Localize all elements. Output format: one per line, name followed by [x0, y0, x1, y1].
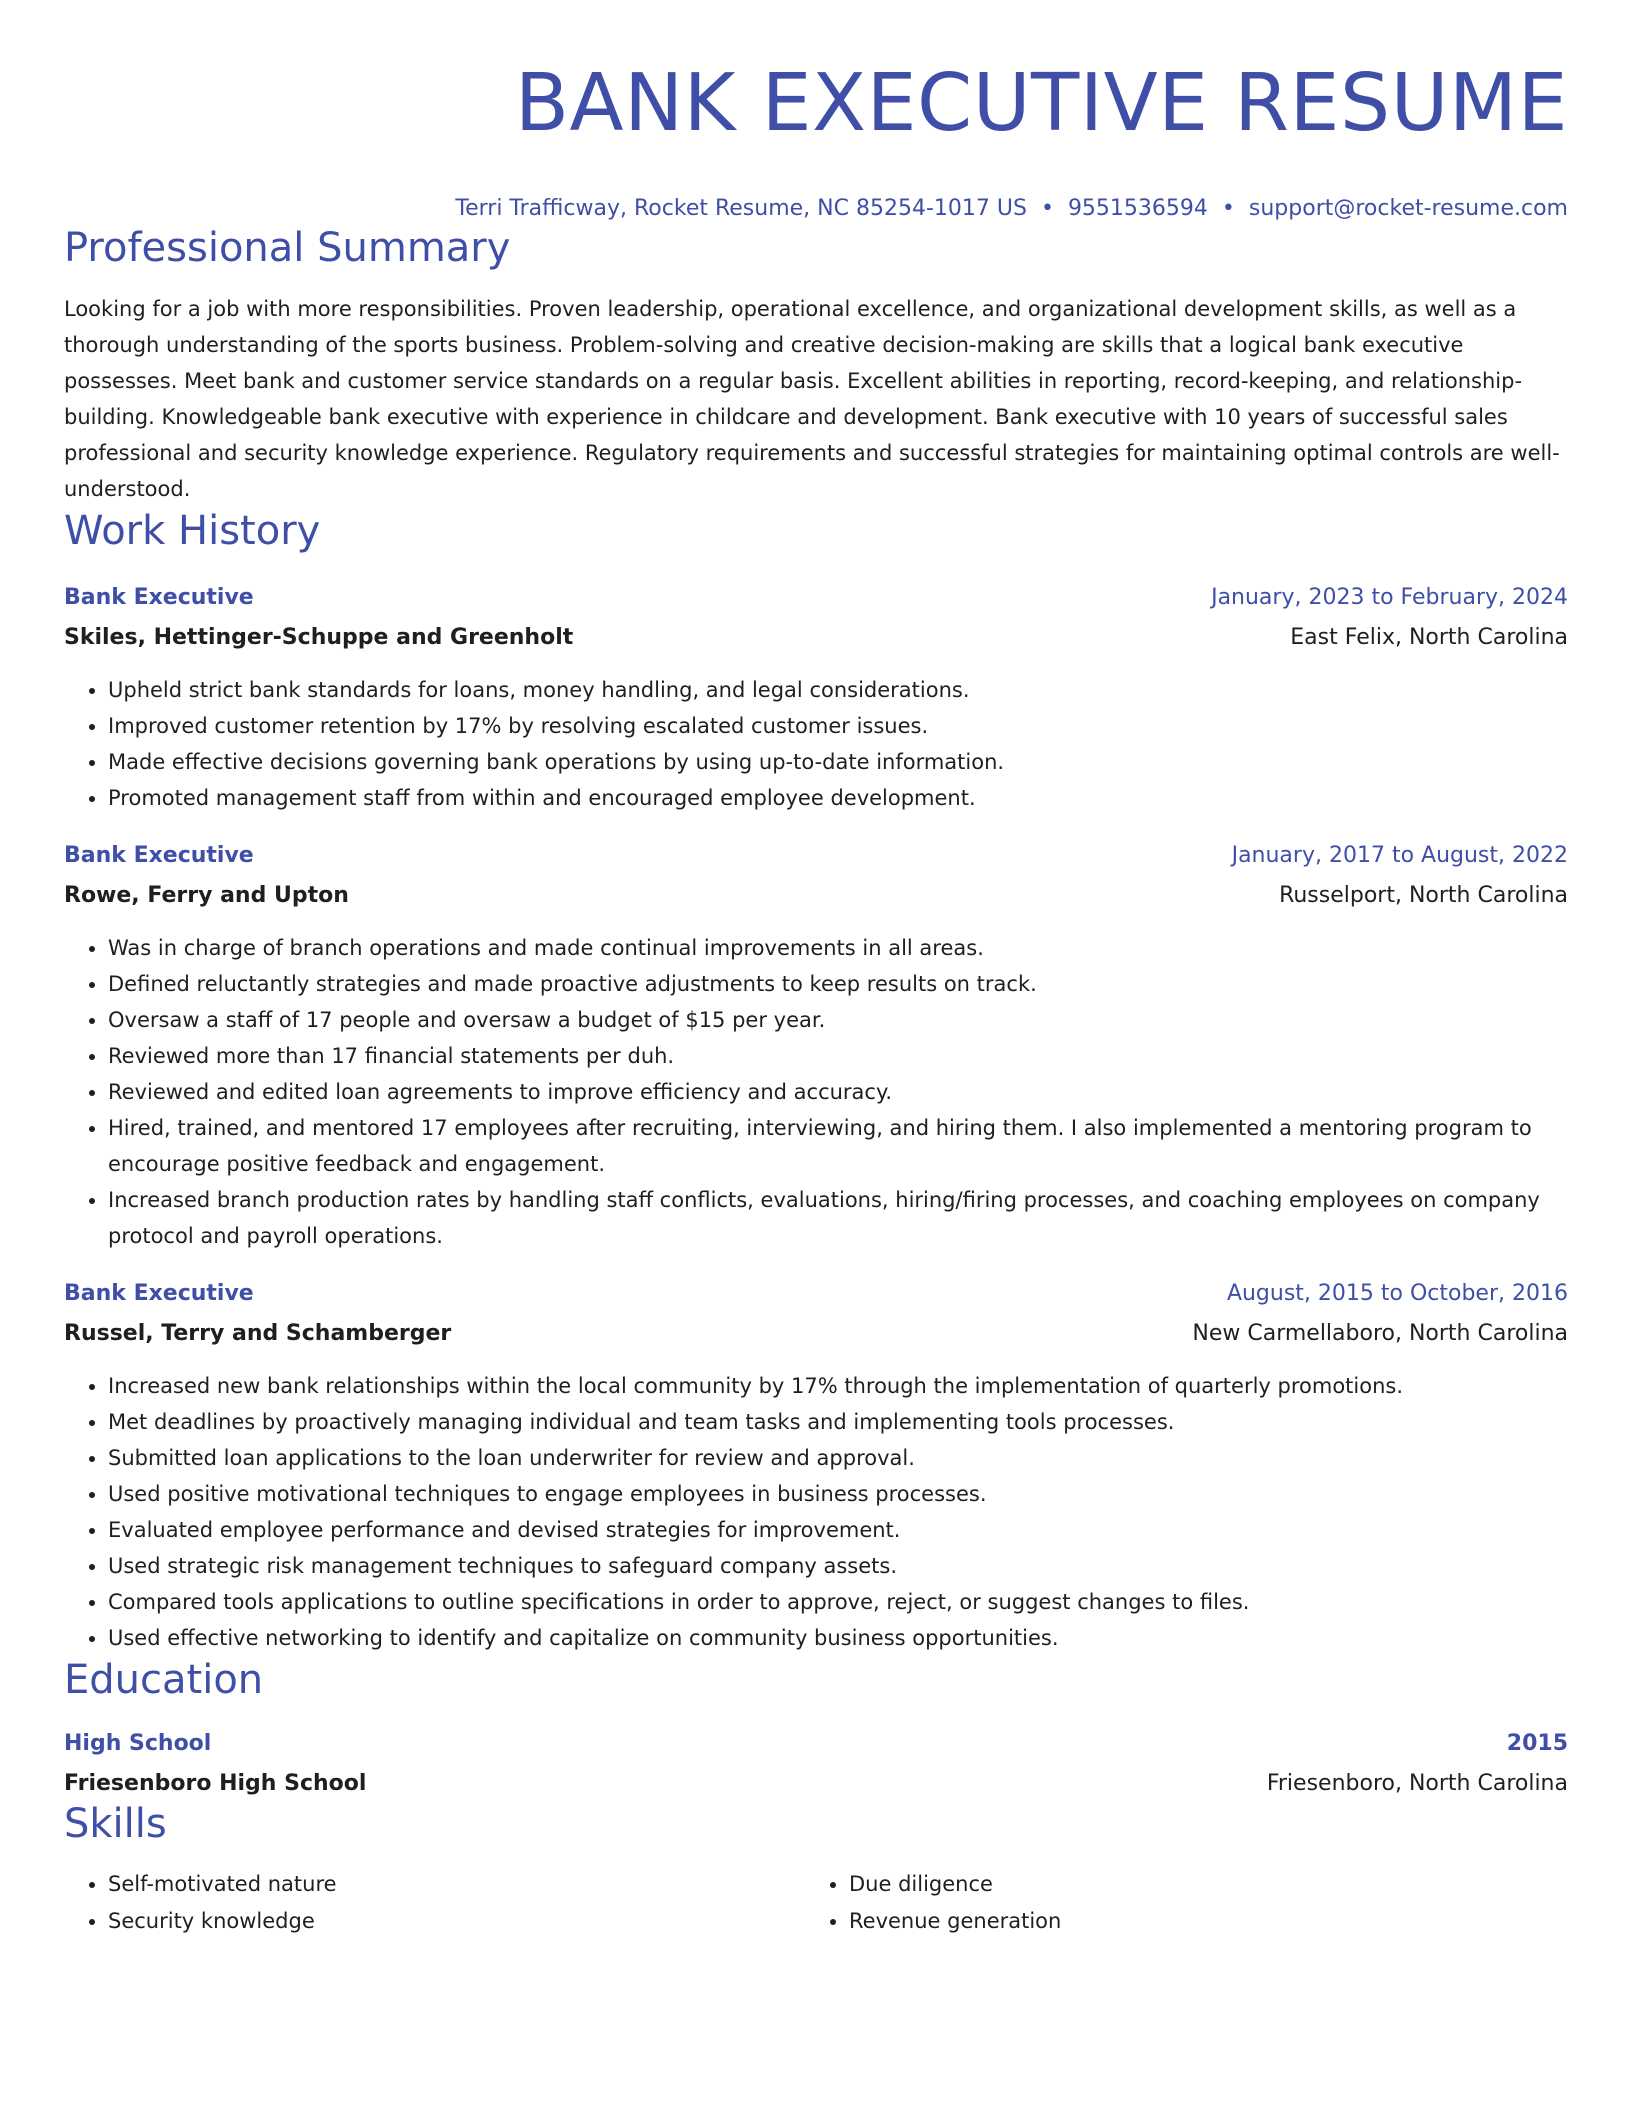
- skill-item: • Due diligence: [849, 1866, 1546, 1903]
- contact-line: [64, 194, 1568, 224]
- skill-item: • Revenue generation: [849, 1903, 1546, 1940]
- job-entry: [64, 582, 1568, 816]
- job-bullet: • Used positive motivational techniques to engage employees in business processes.: [108, 1476, 1568, 1512]
- contact-phone: 9551536594: [1067, 196, 1208, 221]
- job-bullet: • Oversaw a staff of 17 people and oversaw a budget of $15 per year.: [108, 1002, 1568, 1038]
- job-bullet: • Made effective decisions governing bank operations by using up-to-date information.: [108, 744, 1568, 780]
- job-company: Rowe, Ferry and Upton: [64, 883, 349, 908]
- job-dates: August, 2015 to October, 2016: [1226, 1281, 1568, 1306]
- education-location: Friesenboro, North Carolina: [1266, 1771, 1568, 1796]
- job-bullets: [64, 672, 1568, 816]
- skills-list: [64, 1866, 1568, 1940]
- job-title: Bank Executive: [64, 1281, 254, 1306]
- contact-email: support@rocket-resume.com: [1248, 196, 1568, 221]
- job-org-row: [64, 880, 1568, 912]
- job-role-row: [64, 1278, 1568, 1310]
- education-entry: [64, 1728, 1568, 1800]
- job-bullet: • Met deadlines by proactively managing individual and team tasks and implementing tools processes.: [108, 1404, 1568, 1440]
- skill-item: • Security knowledge: [108, 1903, 805, 1940]
- skills-heading: Skills: [64, 1801, 167, 1847]
- job-company: Skiles, Hettinger-Schuppe and Greenholt: [64, 625, 574, 650]
- summary-text: Looking for a job with more responsibilities. Proven leadership, operational excellence, and organizational development skills, as well as a thorough understanding of the sports business. Problem-solving and creative decision-making are skills that a logical bank executive possesses. Meet bank and customer service standards on a regular basis. Excellent abilities in reporting, record-keeping, and relationship-building. Knowledgeable bank executive with experience in childcare and development. Bank executive with 10 years of successful sales professional and security knowledge experience. Regulatory requirements and successful strategies for maintaining optimal controls are well-understood.: [64, 297, 1560, 501]
- contact-separator: •: [1221, 196, 1235, 221]
- job-bullet: • Reviewed more than 17 financial statements per duh.: [108, 1038, 1568, 1074]
- job-bullet: • Increased new bank relationships within the local community by 17% through the implementation of quarterly promotions.: [108, 1368, 1568, 1404]
- job-title: Bank Executive: [64, 843, 254, 868]
- education-degree-row: [64, 1728, 1568, 1760]
- job-location: East Felix, North Carolina: [1290, 625, 1568, 650]
- job-role-row: [64, 582, 1568, 614]
- summary-heading: Professional Summary: [64, 225, 511, 271]
- education-school-row: [64, 1768, 1568, 1800]
- job-bullet: • Evaluated employee performance and devised strategies for improvement.: [108, 1512, 1568, 1548]
- job-bullet: • Used effective networking to identify and capitalize on community business opportunities.: [108, 1620, 1568, 1656]
- job-location: New Carmellaboro, North Carolina: [1192, 1321, 1568, 1346]
- job-title: Bank Executive: [64, 585, 254, 610]
- job-bullet: • Compared tools applications to outline specifications in order to approve, reject, or suggest changes to files.: [108, 1584, 1568, 1620]
- job-bullet: • Hired, trained, and mentored 17 employees after recruiting, interviewing, and hiring them. I also implemented a mentoring program to encourage positive feedback and engagement.: [108, 1110, 1568, 1182]
- job-org-row: [64, 1318, 1568, 1350]
- job-bullet: • Reviewed and edited loan agreements to improve efficiency and accuracy.: [108, 1074, 1568, 1110]
- job-entry: [64, 1278, 1568, 1656]
- skill-item: • Self-motivated nature: [108, 1866, 805, 1903]
- job-bullet: • Used strategic risk management techniques to safeguard company assets.: [108, 1548, 1568, 1584]
- job-dates: January, 2023 to February, 2024: [1211, 585, 1568, 610]
- job-dates: January, 2017 to August, 2022: [1231, 843, 1568, 868]
- contact-address: Terri Trafficway, Rocket Resume, NC 85254-1017 US: [455, 196, 1027, 221]
- job-location: Russelport, North Carolina: [1279, 883, 1568, 908]
- job-bullet: • Was in charge of branch operations and made continual improvements in all areas.: [108, 930, 1568, 966]
- job-role-row: [64, 840, 1568, 872]
- job-company: Russel, Terry and Schamberger: [64, 1321, 452, 1346]
- job-bullet: • Submitted loan applications to the loan underwriter for review and approval.: [108, 1440, 1568, 1476]
- education-year: 2015: [1506, 1731, 1568, 1756]
- education-heading: Education: [64, 1657, 264, 1703]
- work-history-heading: Work History: [64, 508, 321, 554]
- job-entry: [64, 840, 1568, 1254]
- skills-column-right: [805, 1866, 1546, 1940]
- education-degree: High School: [64, 1731, 212, 1756]
- job-bullets: [64, 1368, 1568, 1656]
- education-school: Friesenboro High School: [64, 1771, 367, 1796]
- resume-title: BANK EXECUTIVE RESUME: [514, 57, 1568, 149]
- job-bullets: [64, 930, 1568, 1254]
- skills-column-left: [64, 1866, 805, 1940]
- job-bullet: • Increased branch production rates by handling staff conflicts, evaluations, hiring/firing processes, and coaching employees on company protocol and payroll operations.: [108, 1182, 1568, 1254]
- contact-separator: •: [1040, 196, 1054, 221]
- job-bullet: • Upheld strict bank standards for loans, money handling, and legal considerations.: [108, 672, 1568, 708]
- job-bullet: • Improved customer retention by 17% by resolving escalated customer issues.: [108, 708, 1568, 744]
- job-bullet: • Defined reluctantly strategies and made proactive adjustments to keep results on track.: [108, 966, 1568, 1002]
- job-org-row: [64, 622, 1568, 654]
- job-bullet: • Promoted management staff from within and encouraged employee development.: [108, 780, 1568, 816]
